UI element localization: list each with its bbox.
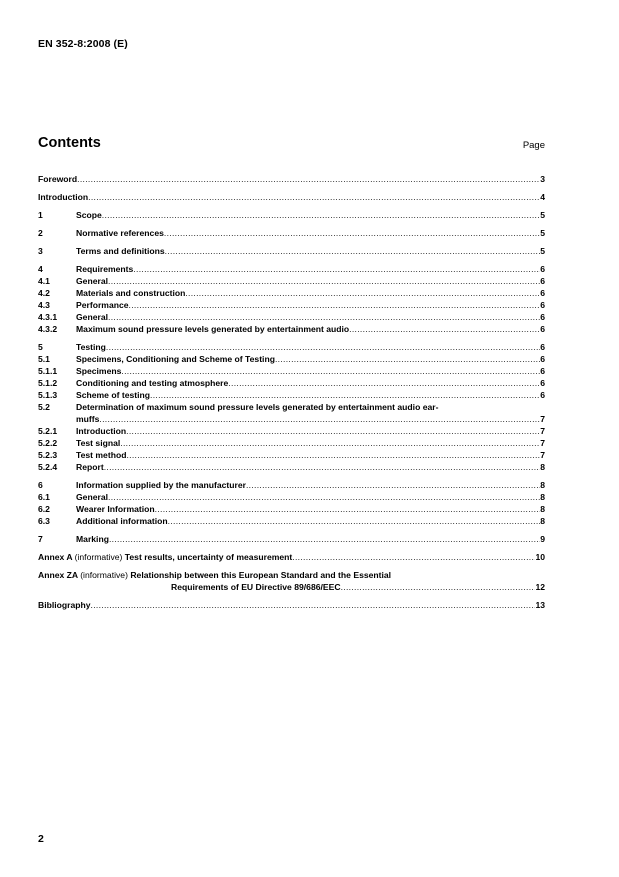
dot-leader bbox=[91, 599, 536, 611]
page-number: 2 bbox=[38, 833, 44, 845]
toc-entry-page: 8 bbox=[540, 480, 545, 490]
toc-entry-4-3[interactable] bbox=[38, 299, 545, 311]
toc-entry-number: 5.2.1 bbox=[38, 426, 58, 436]
document-id: EN 352-8:2008 (E) bbox=[38, 38, 128, 50]
toc-entry-text: General bbox=[76, 492, 109, 502]
toc-entry-text: Introduction bbox=[38, 192, 89, 202]
contents-title: Contents bbox=[38, 135, 101, 151]
toc-entry-number: 4.3.1 bbox=[38, 312, 58, 322]
toc-entry-6[interactable] bbox=[38, 479, 545, 491]
toc-entry-page: 7 bbox=[540, 450, 545, 460]
toc-entry-number: 6.3 bbox=[38, 516, 50, 526]
toc-entry-text: Testing bbox=[76, 342, 106, 352]
dot-leader bbox=[108, 491, 540, 503]
dot-leader bbox=[129, 299, 541, 311]
toc-entry-text: Materials and construction bbox=[76, 288, 186, 298]
toc-entry-text: Additional information bbox=[76, 516, 168, 526]
toc-entry-page: 8 bbox=[540, 516, 545, 526]
toc-entry-page: 13 bbox=[535, 600, 545, 610]
dot-leader bbox=[168, 515, 541, 527]
toc-entry-3[interactable] bbox=[38, 245, 545, 257]
toc-entry-page: 4 bbox=[540, 192, 545, 202]
toc-entry-text: Specimens, Conditioning and Scheme of Testing bbox=[76, 354, 275, 364]
table-of-contents bbox=[38, 173, 545, 611]
dot-leader bbox=[275, 353, 540, 365]
toc-entry-4-1[interactable] bbox=[38, 275, 545, 287]
toc-entry-number: 5.2 bbox=[38, 402, 50, 412]
toc-entry-text: Foreword bbox=[38, 174, 78, 184]
toc-entry-annex-za-continued[interactable] bbox=[38, 581, 545, 593]
toc-entry-6-3[interactable] bbox=[38, 515, 545, 527]
toc-entry-number: 3 bbox=[38, 246, 43, 256]
annex-label: Annex ZA bbox=[38, 570, 78, 580]
toc-entry-number: 5.1.1 bbox=[38, 366, 58, 376]
toc-entry-introduction[interactable] bbox=[38, 191, 545, 203]
toc-entry-page: 5 bbox=[540, 228, 545, 238]
toc-entry-page: 6 bbox=[540, 264, 545, 274]
toc-entry-6-2[interactable] bbox=[38, 503, 545, 515]
toc-entry-text: Terms and definitions bbox=[76, 246, 165, 256]
toc-entry-page: 12 bbox=[535, 582, 545, 592]
toc-entry-number: 4.3 bbox=[38, 300, 50, 310]
toc-entry-page: 9 bbox=[540, 534, 545, 544]
toc-entry-text: Information supplied by the manufacturer bbox=[76, 480, 246, 490]
toc-entry-5-2-continued[interactable] bbox=[38, 413, 545, 425]
toc-entry-text: Determination of maximum sound pressure levels generated by entertainment audio ear- bbox=[76, 402, 439, 412]
toc-entry-page: 8 bbox=[540, 462, 545, 472]
dot-leader bbox=[164, 227, 540, 239]
toc-entry-4-2[interactable] bbox=[38, 287, 545, 299]
toc-entry-text: Report bbox=[76, 462, 104, 472]
toc-entry-text: muffs bbox=[76, 414, 100, 424]
toc-entry-page: 6 bbox=[540, 288, 545, 298]
annex-title: Relationship between this European Standard and the Essential bbox=[130, 570, 392, 580]
toc-entry-page: 6 bbox=[540, 312, 545, 322]
dot-leader bbox=[155, 503, 541, 515]
toc-entry-number: 5.1.2 bbox=[38, 378, 58, 388]
toc-entry-page: 5 bbox=[540, 246, 545, 256]
toc-entry-2[interactable] bbox=[38, 227, 545, 239]
annex-title: Test results, uncertainty of measurement bbox=[124, 552, 293, 562]
toc-entry-page: 6 bbox=[540, 390, 545, 400]
dot-leader bbox=[126, 449, 540, 461]
toc-entry-page: 6 bbox=[540, 342, 545, 352]
toc-entry-text: Scope bbox=[76, 210, 102, 220]
dot-leader bbox=[165, 245, 541, 257]
toc-entry-text bbox=[38, 551, 292, 563]
toc-entry-5-2-2[interactable] bbox=[38, 437, 545, 449]
dot-leader bbox=[126, 425, 540, 437]
dot-leader bbox=[133, 263, 540, 275]
toc-entry-page: 7 bbox=[540, 426, 545, 436]
toc-entry-bibliography[interactable] bbox=[38, 599, 545, 611]
toc-entry-number: 5.2.2 bbox=[38, 438, 58, 448]
toc-entry-page: 6 bbox=[540, 324, 545, 334]
toc-entry-page: 6 bbox=[540, 378, 545, 388]
dot-leader bbox=[185, 287, 540, 299]
toc-entry-number: 4.3.2 bbox=[38, 324, 58, 334]
dot-leader bbox=[150, 389, 540, 401]
toc-entry-number: 5.2.4 bbox=[38, 462, 58, 472]
toc-entry-number: 4 bbox=[38, 264, 43, 274]
dot-leader bbox=[109, 533, 540, 545]
toc-entry-text: Wearer Information bbox=[76, 504, 155, 514]
toc-entry-number: 6.1 bbox=[38, 492, 50, 502]
dot-leader bbox=[88, 191, 540, 203]
toc-entry-number: 5.2.3 bbox=[38, 450, 58, 460]
toc-entry-5-2[interactable] bbox=[38, 401, 545, 413]
toc-entry-text: Maximum sound pressure levels generated by entertainment audio bbox=[76, 324, 350, 334]
dot-leader bbox=[106, 341, 540, 353]
dot-leader bbox=[104, 461, 541, 473]
toc-entry-text: Scheme of testing bbox=[76, 390, 151, 400]
toc-entry-5-1[interactable] bbox=[38, 353, 545, 365]
annex-type: (informative) bbox=[80, 570, 128, 580]
toc-entry-number: 5.1.3 bbox=[38, 390, 58, 400]
toc-entry-number: 2 bbox=[38, 228, 43, 238]
dot-leader bbox=[341, 581, 536, 593]
toc-entry-5[interactable] bbox=[38, 341, 545, 353]
toc-entry-text: Bibliography bbox=[38, 600, 91, 610]
toc-entry-number: 6 bbox=[38, 480, 43, 490]
dot-leader bbox=[292, 551, 535, 563]
toc-entry-page: 7 bbox=[540, 438, 545, 448]
dot-leader bbox=[349, 323, 540, 335]
toc-entry-number: 4.2 bbox=[38, 288, 50, 298]
dot-leader bbox=[77, 173, 540, 185]
toc-entry-number: 6.2 bbox=[38, 504, 50, 514]
toc-entry-page: 6 bbox=[540, 366, 545, 376]
toc-entry-page: 10 bbox=[535, 552, 545, 562]
dot-leader bbox=[108, 311, 540, 323]
toc-entry-text: Marking bbox=[76, 534, 109, 544]
toc-entry-foreword[interactable] bbox=[38, 173, 545, 185]
toc-entry-text: Performance bbox=[76, 300, 129, 310]
toc-entry-page: 8 bbox=[540, 504, 545, 514]
dot-leader bbox=[121, 365, 540, 377]
toc-entry-text: Requirements bbox=[76, 264, 134, 274]
toc-entry-page: 6 bbox=[540, 354, 545, 364]
toc-entry-number: 7 bbox=[38, 534, 43, 544]
toc-entry-5-2-4[interactable] bbox=[38, 461, 545, 473]
toc-entry-5-1-1[interactable] bbox=[38, 365, 545, 377]
toc-entry-number: 5.1 bbox=[38, 354, 50, 364]
dot-leader bbox=[102, 209, 540, 221]
toc-entry-4[interactable] bbox=[38, 263, 545, 275]
toc-entry-text: Test method bbox=[76, 450, 127, 460]
toc-entry-text: Specimens bbox=[76, 366, 122, 376]
dot-leader bbox=[120, 437, 540, 449]
toc-entry-5-1-2[interactable] bbox=[38, 377, 545, 389]
toc-entry-text: Test signal bbox=[76, 438, 121, 448]
dot-leader bbox=[228, 377, 540, 389]
dot-leader bbox=[99, 413, 540, 425]
annex-type: (informative) bbox=[74, 552, 123, 562]
toc-entry-annex-a[interactable] bbox=[38, 551, 545, 563]
annex-label: Annex A bbox=[38, 552, 73, 562]
dot-leader bbox=[246, 479, 540, 491]
toc-entry-number: 5 bbox=[38, 342, 43, 352]
toc-entry-text bbox=[38, 569, 391, 581]
toc-entry-text: Conditioning and testing atmosphere bbox=[76, 378, 229, 388]
toc-entry-number: 4.1 bbox=[38, 276, 50, 286]
toc-entry-7[interactable] bbox=[38, 533, 545, 545]
toc-entry-page: 7 bbox=[540, 414, 545, 424]
toc-entry-number: 1 bbox=[38, 210, 43, 220]
dot-leader bbox=[108, 275, 540, 287]
toc-entry-1[interactable] bbox=[38, 209, 545, 221]
toc-entry-page: 5 bbox=[540, 210, 545, 220]
toc-entry-page: 6 bbox=[540, 300, 545, 310]
toc-entry-page: 3 bbox=[540, 174, 545, 184]
toc-entry-text: General bbox=[76, 312, 109, 322]
toc-entry-page: 6 bbox=[540, 276, 545, 286]
toc-entry-text: Introduction bbox=[76, 426, 127, 436]
toc-entry-5-1-3[interactable] bbox=[38, 389, 545, 401]
toc-entry-text: General bbox=[76, 276, 109, 286]
toc-entry-text: Normative references bbox=[76, 228, 164, 238]
toc-entry-5-2-3[interactable] bbox=[38, 449, 545, 461]
toc-entry-text: Requirements of EU Directive 89/686/EEC bbox=[171, 582, 341, 592]
toc-entry-4-3-1[interactable] bbox=[38, 311, 545, 323]
toc-entry-page: 8 bbox=[540, 492, 545, 502]
toc-entry-6-1[interactable] bbox=[38, 491, 545, 503]
page-column-label: Page bbox=[522, 140, 545, 151]
toc-entry-5-2-1[interactable] bbox=[38, 425, 545, 437]
toc-entry-4-3-2[interactable] bbox=[38, 323, 545, 335]
toc-entry-annex-za[interactable] bbox=[38, 569, 545, 581]
